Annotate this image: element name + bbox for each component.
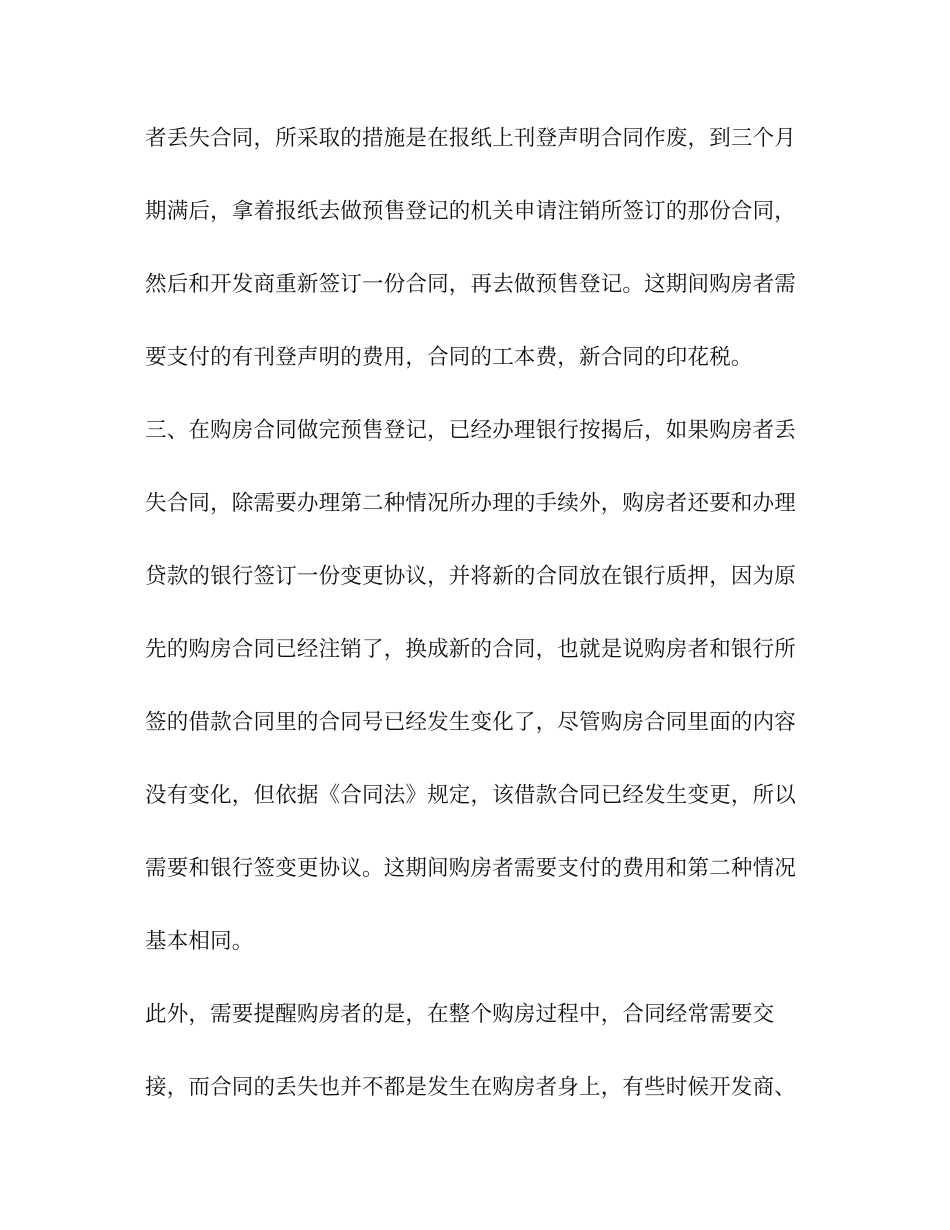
body-text-line: 期满后，拿着报纸去做预售登记的机关申请注销所签订的那份合同， xyxy=(145,199,797,224)
body-text-line: 者丢失合同，所采取的措施是在报纸上刊登声明合同作废，到三个月 xyxy=(145,126,797,151)
body-text-line: 然后和开发商重新签订一份合同，再去做预售登记。这期间购房者需 xyxy=(145,272,797,297)
body-text-line: 接，而合同的丢失也并不都是发生在购房者身上，有些时候开发商、 xyxy=(145,1075,797,1100)
section-three-text-line: 三、在购房合同做完预售登记，已经办理银行按揭后，如果购房者丢 xyxy=(145,418,797,443)
body-text-line: 先的购房合同已经注销了，换成新的合同，也就是说购房者和银行所 xyxy=(145,637,797,662)
body-text-line: 需要和银行签变更协议。这期间购房者需要支付的费用和第二种情况 xyxy=(145,856,797,881)
body-text-line: 贷款的银行签订一份变更协议，并将新的合同放在银行质押，因为原 xyxy=(145,564,797,589)
note-text-line: 此外，需要提醒购房者的是，在整个购房过程中，合同经常需要交 xyxy=(145,1002,775,1027)
body-text-line: 基本相同。 xyxy=(145,929,254,954)
body-text-line: 失合同，除需要办理第二种情况所办理的手续外，购房者还要和办理 xyxy=(145,491,797,516)
body-text-line: 签的借款合同里的合同号已经发生变化了，尽管购房合同里面的内容 xyxy=(145,710,797,735)
body-text-line: 要支付的有刊登声明的费用，合同的工本费，新合同的印花税。 xyxy=(145,345,753,370)
body-text-line: 没有变化，但依据《合同法》规定，该借款合同已经发生变更，所以 xyxy=(145,783,797,808)
